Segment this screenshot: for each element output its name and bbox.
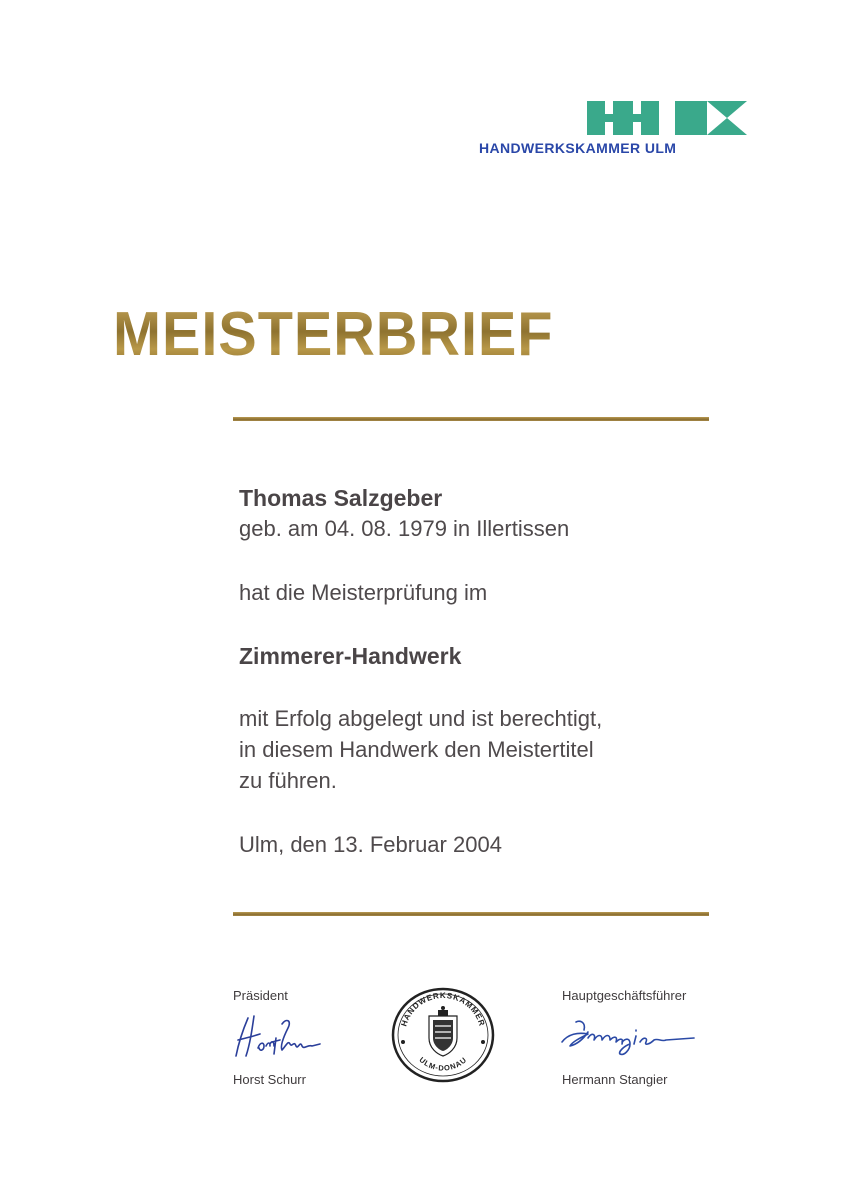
divider-top (233, 417, 709, 421)
svg-text:ULM-DONAU (417, 1055, 468, 1072)
place-date: Ulm, den 13. Februar 2004 (239, 832, 502, 857)
divider-bottom (233, 912, 709, 916)
hwk-logo-icon (587, 101, 747, 135)
president-name: Horst Schurr (233, 1072, 306, 1087)
president-signature (232, 1010, 322, 1062)
certificate-title: MEISTERBRIEF (113, 300, 554, 369)
seal-bottom-text: ULM-DONAU (417, 1055, 469, 1073)
general-manager-signature (558, 1012, 700, 1058)
birth-line: geb. am 04. 08. 1979 in Illertissen (239, 516, 570, 541)
organization-name: HANDWERKSKAMMER ULM (479, 140, 677, 156)
chamber-seal (389, 986, 497, 1084)
result-line: zu führen. (239, 768, 337, 793)
general-manager-name: Hermann Stangier (562, 1072, 668, 1087)
general-manager-role: Hauptgeschäftsführer (562, 988, 687, 1003)
exam-line: hat die Meisterprüfung im (239, 580, 488, 605)
president-role: Präsident (233, 988, 288, 1003)
seal-top-text: HANDWERKSKAMMER (399, 990, 487, 1028)
result-line: mit Erfolg abgelegt und ist berechtigt, (239, 706, 603, 731)
result-line: in diesem Handwerk den Meistertitel (239, 737, 594, 762)
craft-name: Zimmerer-Handwerk (239, 643, 462, 669)
holder-name: Thomas Salzgeber (239, 485, 443, 511)
